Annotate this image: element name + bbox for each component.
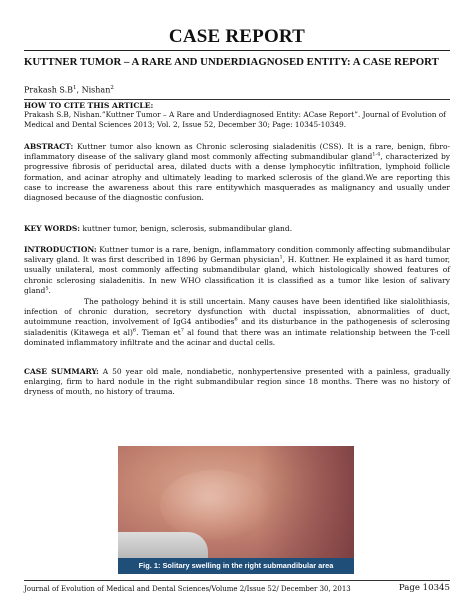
citation-heading: HOW TO CITE THIS ARTICLE:	[24, 101, 154, 110]
case-summary-paragraph	[24, 367, 450, 398]
pathology-text: The pathology behind it is still uncertain. Many causes have been identified like sialolithiasis, infection of chronic duration, secretory dysfunction with ductal inspissation, abnormalities of duct, autoimmune reaction, involvement of IgG4 antibodies	[24, 297, 450, 327]
article-title: KUTTNER TUMOR – A RARE AND UNDERDIAGNOSED ENTITY: A CASE REPORT	[24, 56, 439, 68]
author-separator: , Nishan	[76, 85, 111, 95]
case-summary-label: CASE SUMMARY:	[24, 367, 99, 376]
section-heading: CASE REPORT	[168, 26, 306, 47]
footer-journal: Journal of Evolution of Medical and Dental Sciences/Volume 2/Issue 52/ December 30, 2013	[24, 585, 351, 593]
keywords-paragraph	[24, 224, 450, 234]
abstract-text: Kuttner tumor also known as Chronic sclerosing sialadenitis (CSS). It is a rare, benign, fibro-inflammatory disease of the salivary gland most commonly affecting submandibular gland	[24, 142, 450, 162]
footer-page-number: Page 10345	[398, 583, 450, 593]
keywords-text: kuttner tumor, benign, sclerosis, submandibular gland.	[80, 224, 293, 233]
introduction-paragraph	[24, 245, 450, 296]
case-summary-text: A 50 year old male, nondiabetic, nonhypertensive presented with a painless, gradually enlarging, firm to hard nodule in the right submandibular region since 18 months. There was no history of dryness of mouth, no history of trauma.	[24, 367, 450, 397]
submandibular-swelling	[160, 470, 270, 540]
header-divider	[24, 50, 450, 51]
abstract-text: , characterized by progressive fibrosis of periductal area, dilated ducts with a dense lymphocytic infiltration, lymphoid follicle formation, and acinar atrophy and ultimately leading to marked sclerosis of the gland.We are reporting this case to increase the awareness about this rare entitywhich masquerades as malignancy and usually under diagnosed because of the diagnostic confusion.	[24, 152, 450, 203]
citation-superscript: 1	[279, 254, 283, 261]
author-name: Prakash S.B	[24, 85, 74, 95]
introduction-text: , H. Kuttner. He explained it as hard tumor, usually unilateral, most commonly affecting submandibular gland, which histologically showed features of chronic sclerosing sialadenitis. In new WHO classification it is classified as a tumor like lesion of salivary gland	[24, 255, 450, 295]
introduction-text: .	[48, 285, 51, 295]
author-affiliation-mark: 1	[73, 85, 77, 91]
citation-superscript: 6	[234, 316, 238, 323]
author-line	[24, 83, 114, 96]
photo-drape	[118, 532, 208, 558]
author-affiliation-mark: 2	[110, 85, 114, 91]
citation-superscript: 1-4	[372, 151, 381, 158]
keywords-label: KEY WORDS:	[24, 224, 81, 233]
photo-shadow	[258, 446, 354, 558]
clinical-photograph	[118, 446, 354, 558]
pathology-text: al found that there was an intimate relationship between the T-cell dominated inflammatory infiltrate and the acinar and ductal cells.	[24, 327, 450, 347]
introduction-label: INTRODUCTION:	[24, 245, 97, 254]
citation-text: Prakash S.B, Nishan.”Kuttner Tumor – A Rare and Underdiagnosed Entity: ACase Report”. Journal of Evolution of Medical and Dental Sciences 2013; Vol. 2, Issue 52, December 30; Page: 10345-10349.	[24, 110, 446, 129]
abstract-label: ABSTRACT:	[24, 142, 74, 151]
introduction-text: Kuttner tumor is a rare, benign, inflammatory condition commonly affecting submandibular salivary gland. It was first described in 1896 by German physician	[24, 245, 450, 265]
citation-superscript: 7	[180, 327, 184, 334]
pathology-text: and its disturbance in the pathogenesis of sclerosing sialadenitis (Kitawega et al)	[24, 317, 450, 337]
citation-superscript: 5	[45, 285, 49, 292]
pathology-text: . Tieman et	[136, 327, 181, 337]
citation-block	[24, 99, 450, 129]
pathology-paragraph	[24, 297, 450, 348]
abstract-paragraph	[24, 142, 450, 203]
citation-superscript: 6	[132, 327, 137, 334]
footer-divider	[24, 580, 450, 581]
figure-caption: Fig. 1: Solitary swelling in the right submandibular area	[118, 558, 354, 574]
